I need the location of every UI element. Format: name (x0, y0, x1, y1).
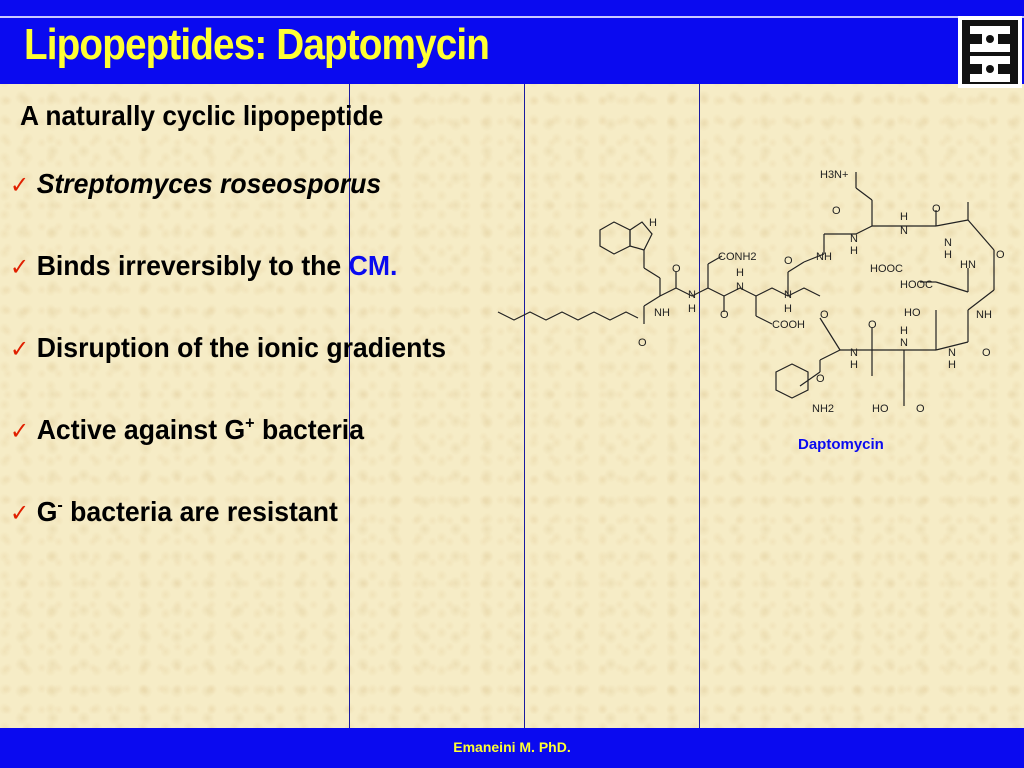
bullet-item (10, 168, 381, 200)
structure-label: HOOC (900, 279, 933, 291)
bullet-highlight: CM. (348, 250, 398, 281)
structure-label: H (850, 359, 858, 371)
structure-label: O (982, 347, 991, 359)
bullet-item (10, 496, 338, 528)
structure-label: NH2 (812, 403, 835, 415)
bullet-text: bacteria (254, 414, 364, 445)
checkmark-icon: ✓ (10, 253, 30, 281)
structure-label: H (850, 245, 858, 257)
structure-label: H (688, 303, 696, 315)
structure-label: CONH2 (718, 251, 757, 263)
bullet-text: Active against G (36, 414, 246, 445)
structure-label: O (638, 337, 647, 349)
bullet-item (10, 414, 364, 446)
structure-label: HO (872, 403, 889, 415)
structure-label: N (944, 237, 952, 249)
structure-label: HOOC (870, 263, 903, 275)
structure-label: H (736, 267, 744, 279)
structure-label: HO (904, 307, 921, 319)
bullet-superscript: - (57, 495, 63, 515)
figure-caption: Daptomycin (798, 436, 884, 453)
bullet-text: Streptomyces roseosporus (36, 168, 382, 199)
structure-label: NH (976, 309, 992, 321)
checkmark-icon: ✓ (10, 499, 30, 527)
bullet-item (10, 332, 446, 364)
structure-label: NH (654, 307, 670, 319)
structure-label: N (948, 347, 956, 359)
structure-label: N (688, 289, 696, 301)
structure-label: O (672, 263, 681, 275)
structure-label: H (900, 211, 908, 223)
structure-label: NH (816, 251, 832, 263)
bullet-item (10, 250, 397, 282)
structure-label: COOH (772, 319, 805, 331)
structure-label: N (850, 347, 858, 359)
structure-label: O (816, 373, 825, 385)
structure-label: H (944, 249, 952, 261)
structure-label: H (948, 359, 956, 371)
title-bar-rule (0, 16, 1024, 18)
bullet-text: Binds irreversibly to the (36, 250, 349, 281)
structure-label: N (850, 233, 858, 245)
structure-label: N (784, 289, 792, 301)
structure-label: N (736, 281, 744, 293)
structure-label: O (720, 309, 729, 321)
structure-label: O (832, 205, 841, 217)
structure-label: O (868, 319, 877, 331)
bullet-text: G (36, 496, 58, 527)
bullet-text: Disruption of the ionic gradients (36, 332, 447, 363)
structure-label: H3N+ (820, 169, 849, 181)
structure-label: H (649, 217, 657, 229)
slide-subtitle: A naturally cyclic lipopeptide (20, 100, 384, 131)
structure-label: N (900, 225, 908, 237)
structure-label: HN (960, 259, 976, 271)
daptomycin-structure (490, 150, 1020, 430)
bullet-text: bacteria are resistant (62, 496, 338, 527)
structure-label: O (932, 203, 941, 215)
structure-label: N (900, 337, 908, 349)
university-logo (958, 16, 1022, 88)
structure-label: O (784, 255, 793, 267)
structure-label: H (784, 303, 792, 315)
structure-label: H (900, 325, 908, 337)
checkmark-icon: ✓ (10, 335, 30, 363)
checkmark-icon: ✓ (10, 171, 30, 199)
footer-author: Emaneini M. PhD. (453, 739, 571, 755)
checkmark-icon: ✓ (10, 417, 30, 445)
structure-label: O (996, 249, 1005, 261)
structure-label: O (916, 403, 925, 415)
bullet-superscript: + (245, 413, 255, 433)
structure-label: O (820, 309, 829, 321)
slide-title: Lipopeptides: Daptomycin (24, 20, 490, 69)
